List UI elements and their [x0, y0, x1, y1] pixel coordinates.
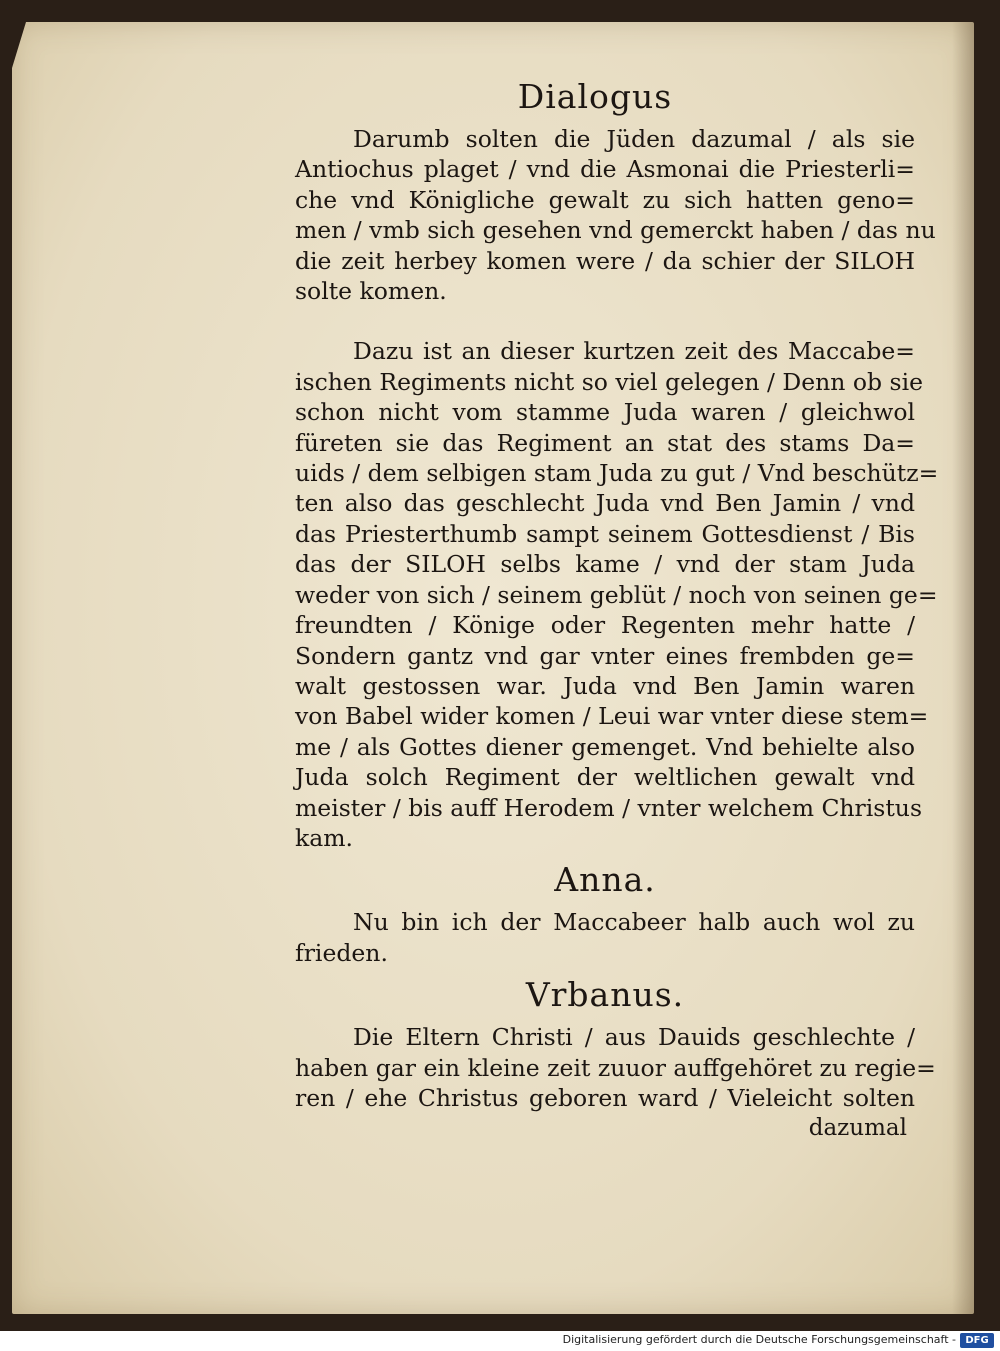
text-line: men / vmb sich gesehen vnd gemerckt haben / das nu [295, 216, 936, 245]
text-line: meister / bis auff Herodem / vnter welchem Christus [295, 793, 923, 822]
text-line: ischen Regiments nicht so viel gelegen / Denn ob sie [295, 367, 924, 396]
text-line: me / als Gottes diener gemenget. Vnd behielte also [295, 732, 915, 761]
text-line: schon nicht vom stamme Juda waren / gleichwol [295, 398, 915, 427]
text-line: Antiochus plaget / vnd die Asmonai die Priesterli= [295, 155, 915, 184]
text-line: Juda solch Regiment der weltlichen gewalt vnd [295, 763, 915, 792]
text-line: che vnd Königliche gewalt zu sich hatten geno= [295, 185, 915, 214]
text-line: füreten sie das Regiment an stat des stams Da= [295, 428, 915, 457]
paragraph-gap [295, 306, 915, 336]
funding-credit: Digitalisierung gefördert durch die Deutsche Forschungsgemeinschaft - [562, 1333, 956, 1346]
text-line: das Priesterthumb sampt seinem Gottesdienst / Bis [295, 519, 915, 548]
speaker-anna: Anna. [554, 860, 656, 900]
text-line: Nu bin ich der Maccabeer halb auch wol zu [353, 908, 915, 937]
text-line: Die Eltern Christi / aus Dauids geschlechte / [353, 1023, 915, 1052]
text-line: uids / dem selbigen stam Juda zu gut / Vnd beschütz= [295, 459, 939, 488]
text-line: Sondern gantz vnd gar vnter eines frembden ge= [295, 641, 915, 670]
text-line: kam. [295, 823, 354, 852]
text-line: Dazu ist an dieser kurtzen zeit des Maccabe= [353, 337, 915, 366]
text-line: Darumb solten die Jüden dazumal / als sie [353, 125, 915, 153]
text-line: haben gar ein kleine zeit zuuor auffgehöret zu regie= [295, 1053, 936, 1082]
text-line: frieden. [295, 938, 388, 967]
catchword: dazumal [808, 1115, 907, 1142]
page-title: Dialogus [517, 77, 673, 116]
text-line: solte komen. [295, 277, 447, 306]
text-line: ren / ehe Christus geboren ward / Vieleicht solten [295, 1083, 915, 1112]
text-line: weder von sich / seinem geblüt / noch von seinen ge= [295, 580, 938, 609]
text-line: ten also das geschlecht Juda vnd Ben Jamin / vnd [295, 489, 915, 518]
footer-bar [0, 1331, 1000, 1351]
paragraph-4 [295, 1022, 936, 1113]
text-line: das der SILOH selbs kame / vnd der stam Juda [295, 550, 915, 579]
text-line: walt gestossen war. Juda vnd Ben Jamin waren [295, 671, 915, 700]
speaker-urbanus: Vrbanus. [525, 975, 685, 1015]
dfg-logo-icon[interactable]: DFG [960, 1333, 994, 1348]
text-line: freundten / Könige oder Regenten mehr hatte / [295, 611, 915, 640]
page-text [295, 70, 939, 1143]
text-line: die zeit herbey komen were / da schier der SILOH [295, 246, 915, 275]
page-corner [12, 22, 26, 68]
paragraph-3 [295, 907, 915, 968]
paragraph-1 [295, 124, 936, 306]
paragraph-2 [295, 336, 939, 853]
page-gutter-shadow [952, 22, 974, 1314]
text-line: von Babel wider komen / Leui war vnter diese stem= [295, 702, 929, 731]
